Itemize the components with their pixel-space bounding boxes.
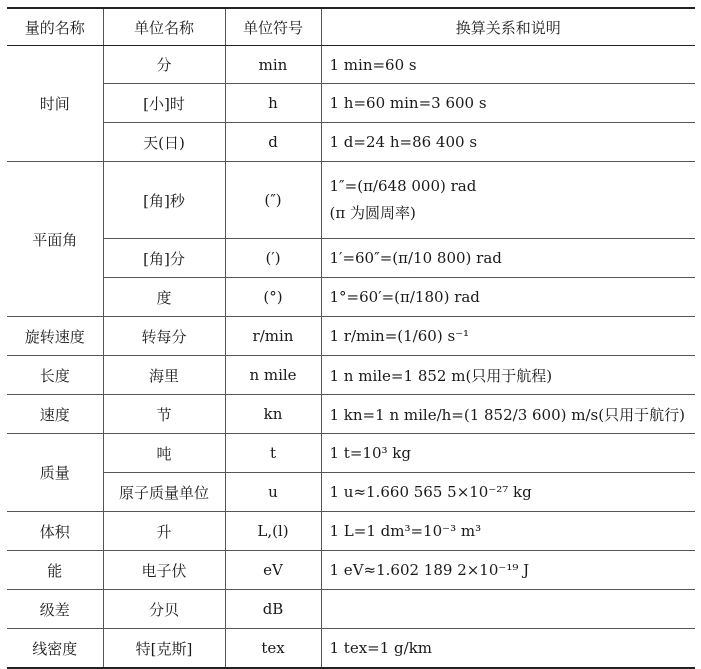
- unit-symbol: (″): [225, 162, 321, 239]
- unit-name: 分贝: [103, 590, 225, 629]
- unit-name: 天(日): [103, 123, 225, 162]
- relation-text: 1 tex=1 g/km: [321, 629, 695, 669]
- group-plane-angle: 平面角: [7, 162, 103, 317]
- table-row: [7, 551, 695, 590]
- unit-name: 电子伏: [103, 551, 225, 590]
- table-row: [7, 317, 695, 356]
- unit-symbol: (′): [225, 239, 321, 278]
- unit-symbol: eV: [225, 551, 321, 590]
- header-unit-name: 单位名称: [103, 8, 225, 46]
- header-quantity: 量的名称: [7, 8, 103, 46]
- table-row: [7, 512, 695, 551]
- table-row: [7, 356, 695, 395]
- unit-symbol: dB: [225, 590, 321, 629]
- group-speed: 速度: [7, 395, 103, 434]
- relation-text: 1′=60″=(π/10 800) rad: [321, 239, 695, 278]
- group-mass: 质量: [7, 434, 103, 512]
- unit-symbol: t: [225, 434, 321, 473]
- table-row: [7, 434, 695, 473]
- unit-name: 海里: [103, 356, 225, 395]
- unit-symbol: d: [225, 123, 321, 162]
- relation-text: 1 eV≈1.602 189 2×10⁻¹⁹ J: [321, 551, 695, 590]
- header-relation: 换算关系和说明: [321, 8, 695, 46]
- header-unit-symbol: 单位符号: [225, 8, 321, 46]
- relation-text: 1 L=1 dm³=10⁻³ m³: [321, 512, 695, 551]
- relation-line-1: 1″=(π/648 000) rad: [329, 177, 477, 195]
- table-row: [7, 162, 695, 239]
- unit-name: 特[克斯]: [103, 629, 225, 669]
- unit-symbol: L,(l): [225, 512, 321, 551]
- table-row: [7, 473, 695, 512]
- unit-name: [角]分: [103, 239, 225, 278]
- table-row: [7, 46, 695, 84]
- unit-name: 原子质量单位: [103, 473, 225, 512]
- unit-symbol: u: [225, 473, 321, 512]
- relation-text: [321, 162, 695, 239]
- unit-name: 分: [103, 46, 225, 84]
- unit-name: [角]秒: [103, 162, 225, 239]
- table-row: [7, 590, 695, 629]
- relation-text: [321, 590, 695, 629]
- unit-symbol: n mile: [225, 356, 321, 395]
- table-row: [7, 123, 695, 162]
- unit-symbol: r/min: [225, 317, 321, 356]
- table-row: [7, 239, 695, 278]
- unit-name: [小]时: [103, 84, 225, 123]
- table-row: [7, 84, 695, 123]
- unit-name: 吨: [103, 434, 225, 473]
- group-rotation: 旋转速度: [7, 317, 103, 356]
- unit-symbol: (°): [225, 278, 321, 317]
- group-length: 长度: [7, 356, 103, 395]
- group-volume: 体积: [7, 512, 103, 551]
- unit-table-container: [7, 7, 695, 669]
- relation-text: 1 kn=1 n mile/h=(1 852/3 600) m/s(只用于航行): [321, 395, 695, 434]
- relation-text: 1 u≈1.660 565 5×10⁻²⁷ kg: [321, 473, 695, 512]
- relation-text: 1 min=60 s: [321, 46, 695, 84]
- header-row: [7, 8, 695, 46]
- unit-name: 升: [103, 512, 225, 551]
- unit-symbol: tex: [225, 629, 321, 669]
- table-row: [7, 629, 695, 669]
- relation-text: 1 d=24 h=86 400 s: [321, 123, 695, 162]
- unit-name: 度: [103, 278, 225, 317]
- group-energy: 能: [7, 551, 103, 590]
- relation-text: 1 r/min=(1/60) s⁻¹: [321, 317, 695, 356]
- relation-text: 1 n mile=1 852 m(只用于航程): [321, 356, 695, 395]
- table-row: [7, 278, 695, 317]
- unit-name: 节: [103, 395, 225, 434]
- relation-line-2: (π 为圆周率): [329, 204, 416, 222]
- group-linear-density: 线密度: [7, 629, 103, 669]
- relation-text: 1°=60′=(π/180) rad: [321, 278, 695, 317]
- unit-conversion-table: [7, 7, 695, 669]
- unit-symbol: kn: [225, 395, 321, 434]
- table-row: [7, 395, 695, 434]
- group-level-difference: 级差: [7, 590, 103, 629]
- unit-symbol: min: [225, 46, 321, 84]
- group-time: 时间: [7, 46, 103, 162]
- relation-text: 1 h=60 min=3 600 s: [321, 84, 695, 123]
- unit-symbol: h: [225, 84, 321, 123]
- unit-name: 转每分: [103, 317, 225, 356]
- relation-text: 1 t=10³ kg: [321, 434, 695, 473]
